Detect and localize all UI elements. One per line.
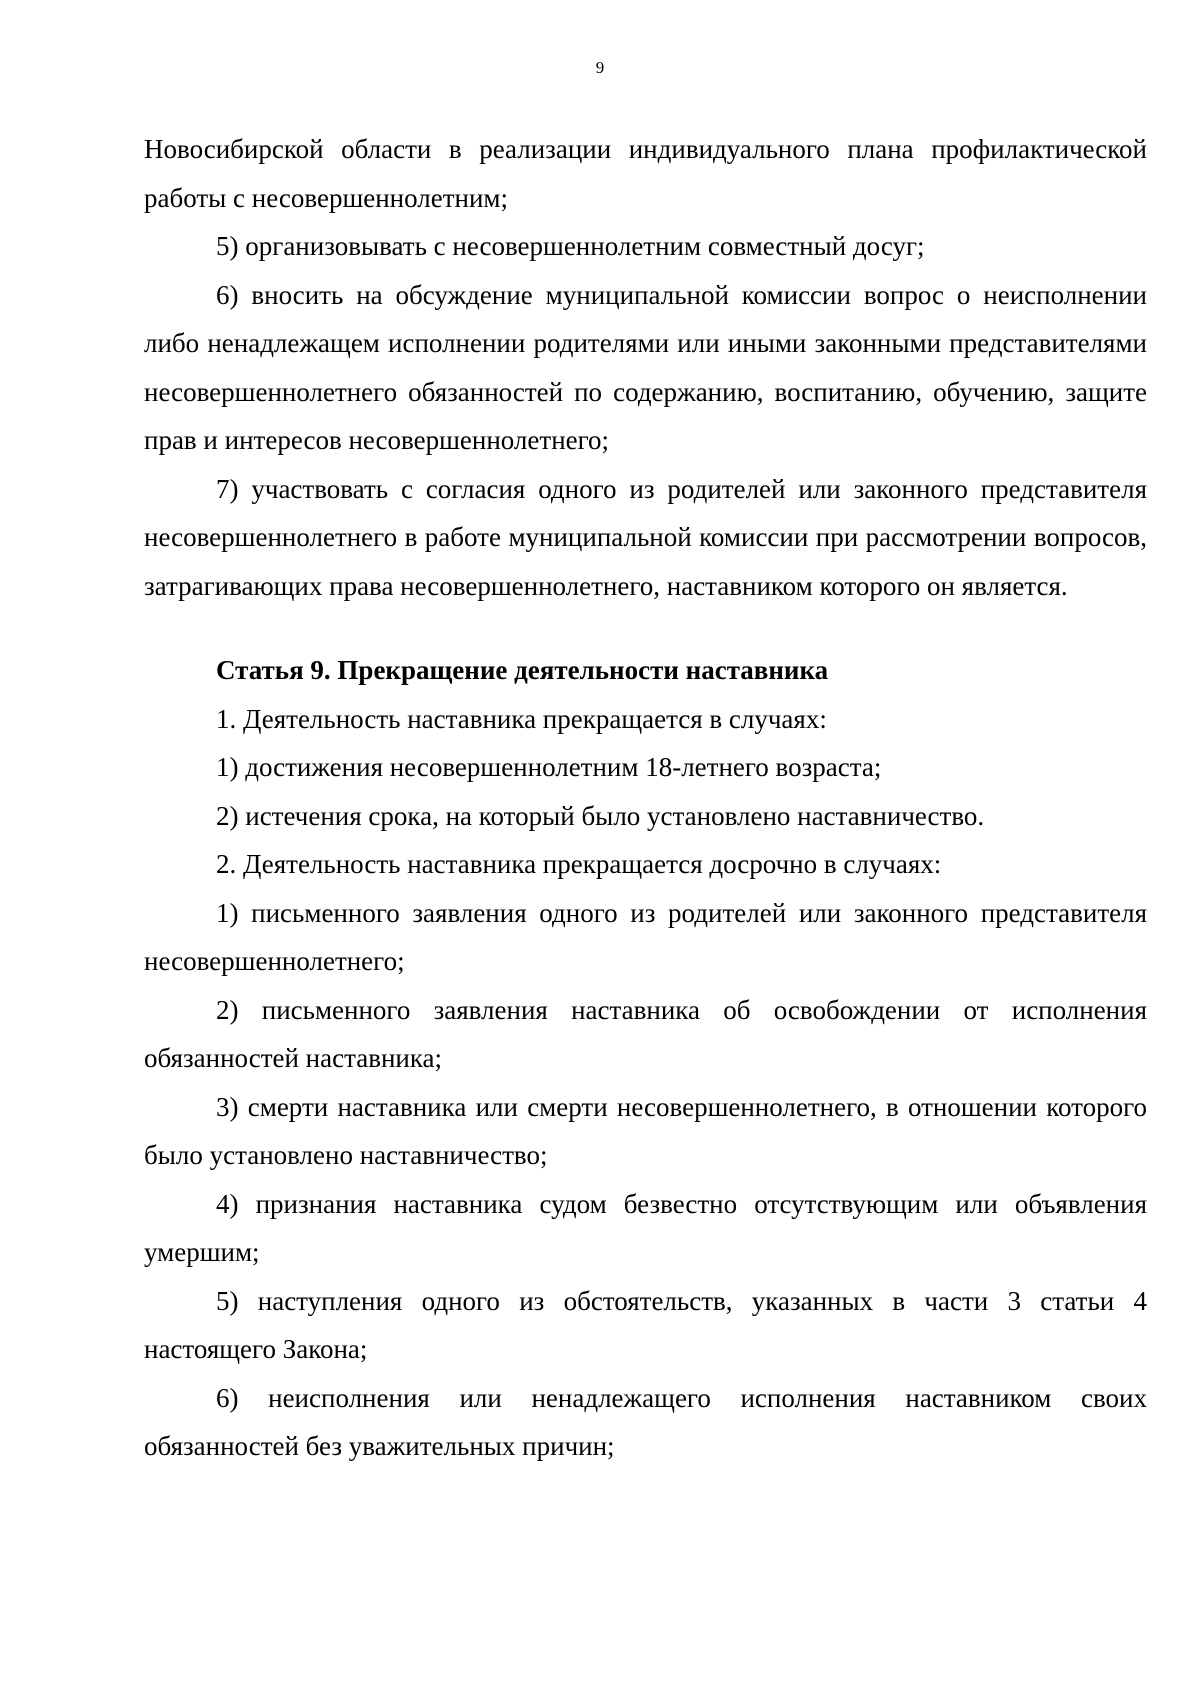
article-part-1: 1. Деятельность наставника прекращается в случаях: — [216, 703, 827, 734]
part-2-item: 5) наступления одного из обстоятельств, указанных в части 3 статьи 4 настоящего Закона; — [144, 1285, 1147, 1364]
part-2-item: 3) смерти наставника или смерти несовершеннолетнего, в отношении которого было установлено наставничество; — [144, 1091, 1147, 1170]
list-item-5: 5) организовывать с несовершеннолетним совместный досуг; — [216, 231, 925, 261]
article-heading: Статья 9. Прекращение деятельности наставника — [216, 655, 829, 685]
list-item-7: 7) участвовать с согласия одного из родителей или законного представителя несовершеннолетнего в работе муниципальной комиссии при рассмотрении вопросов, затрагивающих права несовершеннолетнего, наставником которого он является. — [144, 473, 1147, 601]
part-2-item: 1) письменного заявления одного из родителей или законного представителя несовершеннолетнего; — [144, 897, 1147, 976]
part-2-item: 6) неисполнения или ненадлежащего исполнения наставником своих обязанностей без уважительных причин; — [144, 1382, 1147, 1461]
intro-paragraph: Новосибирской области в реализации индивидуального плана профилактической работы с несовершеннолетним; — [144, 134, 1147, 213]
part-2-item: 4) признания наставника судом безвестно отсутствующим или объявления умершим; — [144, 1188, 1147, 1267]
part-2-item: 2) письменного заявления наставника об освобождении от исполнения обязанностей наставника; — [144, 994, 1147, 1073]
page-number: 9 — [595, 58, 605, 77]
part-1-item: 1) достижения несовершеннолетним 18-летнего возраста; — [216, 752, 882, 782]
part-1-item: 2) истечения срока, на который было установлено наставничество. — [216, 800, 985, 831]
page-content — [144, 125, 1147, 1471]
article-part-2: 2. Деятельность наставника прекращается досрочно в случаях: — [216, 849, 942, 879]
list-item-6: 6) вносить на обсуждение муниципальной комиссии вопрос о неисполнении либо ненадлежащем исполнении родителями или иными законными представителями несовершеннолетнего обязанностей по содержанию, воспитанию, обучению, защите прав и интересов несовершеннолетнего; — [144, 279, 1147, 455]
